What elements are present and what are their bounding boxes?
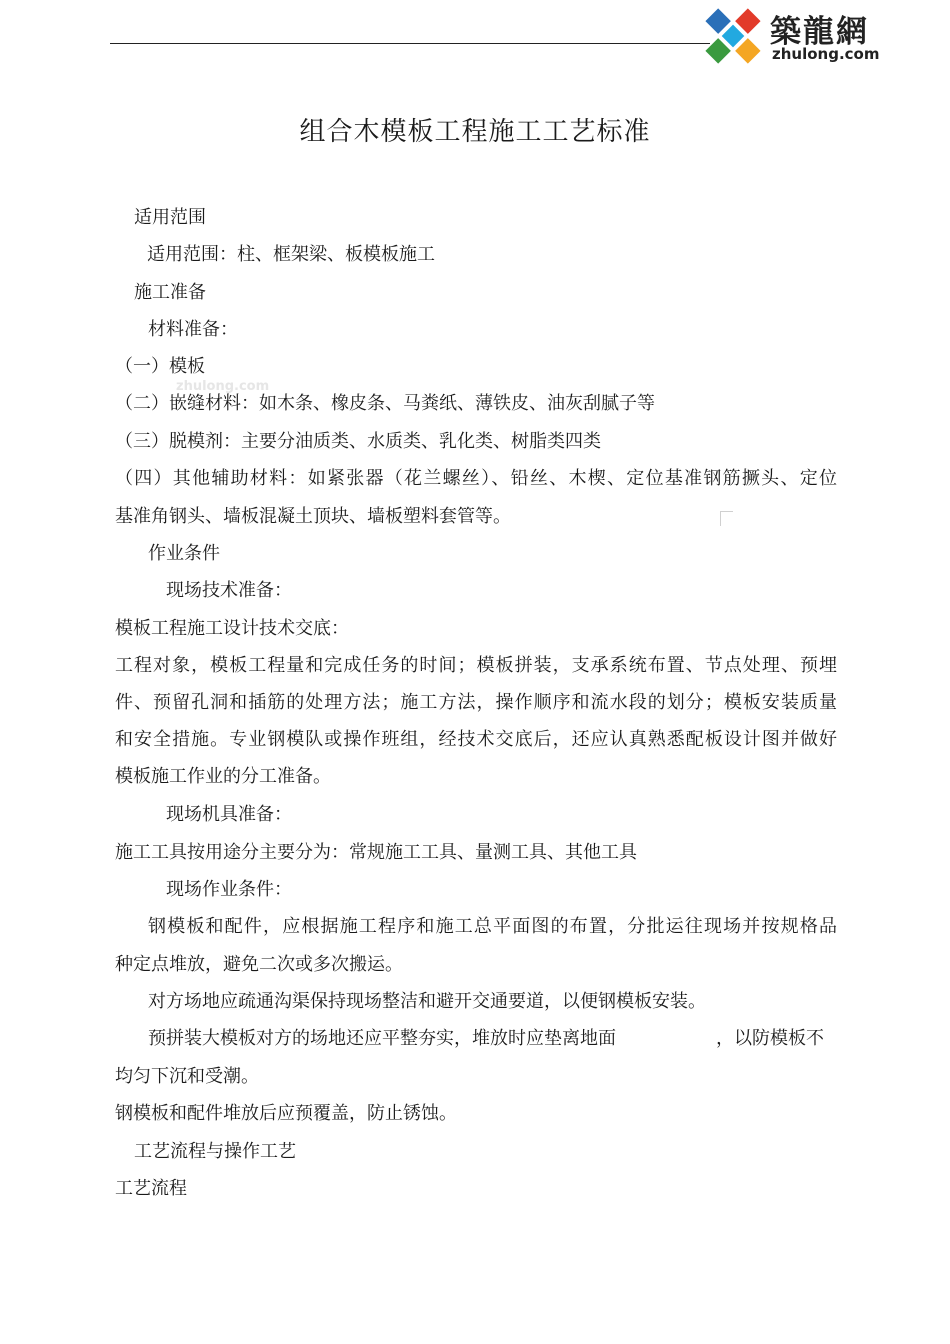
section-heading: 适用范围 bbox=[134, 207, 206, 228]
subsection-heading: 现场机具准备： bbox=[166, 804, 292, 825]
subsection-heading: 材料准备： bbox=[148, 319, 238, 340]
paragraph-line: 施工工具按用途分主要分为：常规施工工具、量测工具、其他工具 bbox=[115, 842, 637, 863]
paragraph-line: 适用范围：柱、框架梁、板模板施工 bbox=[147, 244, 435, 265]
logo-mark-icon bbox=[696, 0, 770, 72]
paragraph-line: 种定点堆放，避免二次或多次搬运。 bbox=[115, 954, 403, 975]
paragraph-line: 模板工程施工设计技术交底： bbox=[115, 618, 349, 639]
paragraph-line: 预拼装大模板对方的场地还应平整夯实，堆放时应垫离地面 bbox=[148, 1028, 616, 1049]
list-item: （二）嵌缝材料：如木条、橡皮条、马粪纸、薄铁皮、油灰刮腻子等 bbox=[115, 393, 655, 414]
zhulong-logo bbox=[696, 0, 896, 72]
paragraph-line: 均匀下沉和受潮。 bbox=[115, 1066, 259, 1087]
paragraph-line: 模板施工作业的分工准备。 bbox=[115, 766, 331, 787]
subsection-heading: 作业条件 bbox=[148, 543, 220, 564]
watermark: zhulong.com bbox=[176, 379, 270, 394]
paragraph-line: 件、预留孔洞和插筋的处理方法；施工方法，操作顺序和流水段的划分；模板安装质量 bbox=[115, 692, 837, 713]
paragraph-line: 基准角钢头、墙板混凝土顶块、墙板塑料套管等。 bbox=[115, 506, 511, 527]
subsection-heading: 现场作业条件： bbox=[166, 879, 292, 900]
logo-chinese-text: 築龍網 bbox=[770, 14, 869, 50]
subsection-heading: 工艺流程 bbox=[115, 1178, 187, 1199]
section-heading: 工艺流程与操作工艺 bbox=[134, 1141, 296, 1162]
paragraph-line-continuation: ，以防模板不 bbox=[716, 1028, 824, 1049]
header-rule bbox=[110, 43, 710, 44]
scan-mark bbox=[720, 511, 733, 526]
document-title: 组合木模板工程施工工艺标准 bbox=[299, 117, 651, 147]
list-item: （三）脱模剂：主要分油质类、水质类、乳化类、树脂类四类 bbox=[115, 431, 601, 452]
logo-english-text: zhulong.com bbox=[772, 45, 880, 63]
section-heading: 施工准备 bbox=[134, 282, 206, 303]
paragraph-line: 和安全措施。专业钢模队或操作班组，经技术交底后，还应认真熟悉配板设计图并做好 bbox=[115, 729, 837, 750]
subsection-heading: 现场技术准备： bbox=[166, 580, 292, 601]
paragraph-line: 钢模板和配件，应根据施工程序和施工总平面图的布置，分批运往现场并按规格品 bbox=[148, 916, 837, 937]
paragraph-line: 工程对象，模板工程量和完成任务的时间；模板拼装，支承系统布置、节点处理、预埋 bbox=[115, 655, 837, 676]
paragraph-line: 对方场地应疏通沟渠保持现场整洁和避开交通要道，以便钢模板安装。 bbox=[148, 991, 706, 1012]
paragraph-line: 钢模板和配件堆放后应预覆盖，防止锈蚀。 bbox=[115, 1103, 457, 1124]
list-item: （四）其他辅助材料：如紧张器（花兰螺丝）、铅丝、木楔、定位基准钢筋撅头、定位 bbox=[115, 468, 837, 489]
list-item: （一）模板 bbox=[115, 356, 205, 377]
